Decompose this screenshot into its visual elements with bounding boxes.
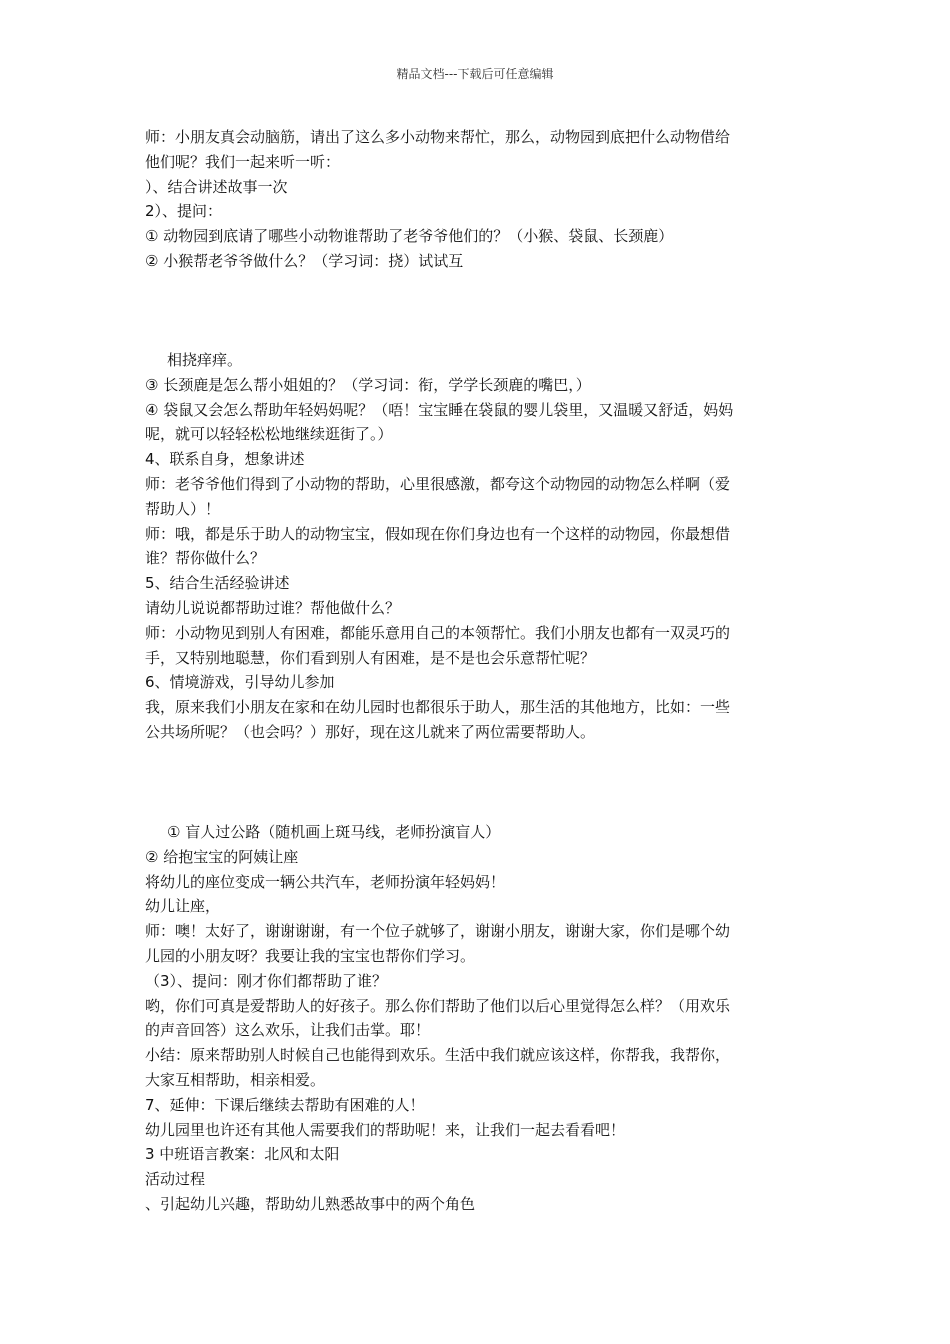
text-line: 6、情境游戏，引导幼儿参加 [145, 673, 335, 692]
text-line: 呢，就可以轻轻松松地继续逛街了。） [145, 425, 393, 444]
page-header: 精品文档---下载后可任意编辑 [396, 67, 554, 81]
text-line: ① 盲人过公路（随机画上斑马线，老师扮演盲人） [167, 823, 501, 841]
text-line: 活动过程 [145, 1170, 206, 1189]
text-line: 、引起幼儿兴趣，帮助幼儿熟悉故事中的两个角色 [145, 1194, 476, 1213]
text-line: ④ 袋鼠又会怎么帮助年轻妈妈呢？（唔！宝宝睡在袋鼠的婴儿袋里，又温暖又舒适，妈妈 [145, 400, 734, 419]
text-line: 小结：原来帮助别人时候自己也能得到欢乐。生活中我们就应该这样，你帮我，我帮你， [145, 1046, 731, 1065]
text-line: 他们呢？我们一起来听一听： [145, 152, 341, 171]
text-line: 请幼儿说说都帮助过谁？帮他做什么？ [145, 598, 401, 617]
text-line: 师：噢！太好了，谢谢谢谢，有一个位子就够了，谢谢小朋友，谢谢大家，你们是哪个幼 [145, 922, 731, 941]
text-line: ① 动物园到底请了哪些小动物谁帮助了老爷爷他们的？（小猴、袋鼠、长颈鹿） [145, 227, 674, 246]
text-line: ② 给抱宝宝的阿姨让座 [145, 847, 299, 866]
text-line: 哟，你们可真是爱帮助人的好孩子。那么你们帮助了他们以后心里觉得怎么样？（用欢乐 [145, 996, 731, 1015]
text-line: 师：小朋友真会动脑筋，请出了这么多小动物来帮忙，那么，动物园到底把什么动物借给 [145, 128, 731, 146]
text-line: 师：老爷爷他们得到了小动物的帮助，心里很感激，都夸这个动物园的动物怎么样啊（爱 [145, 474, 731, 493]
text-line: 幼儿让座， [145, 897, 221, 916]
text-line: 3 中班语言教案：北风和太阳 [145, 1145, 340, 1164]
text-line: 将幼儿的座位变成一辆公共汽车，老师扮演年轻妈妈！ [145, 872, 506, 891]
text-line: ② 小猴帮老爷爷做什么？（学习词：挠）试试互 [145, 251, 464, 270]
text-line: （3）、提问：刚才你们都帮助了谁？ [145, 971, 388, 990]
text-line: 师：小动物见到别人有困难，都能乐意用自己的本领帮忙。我们小朋友也都有一双灵巧的 [145, 623, 731, 642]
text-block-3 [145, 820, 815, 1217]
text-line: ③ 长颈鹿是怎么帮小姐姐的？（学习词：衔，学学长颈鹿的嘴巴，） [145, 375, 591, 394]
text-line: 帮助人）！ [145, 499, 221, 518]
text-line: 相挠痒痒。 [167, 351, 243, 369]
text-line: 公共场所呢？（也会吗？）那好，现在这儿就来了两位需要帮助人。 [145, 722, 596, 741]
text-line: 手，又特别地聪慧，你们看到别人有困难，是不是也会乐意帮忙呢？ [145, 648, 596, 667]
text-line: ）、结合讲述故事一次 [145, 177, 288, 196]
text-line: 4、联系自身，想象讲述 [145, 450, 305, 469]
text-line: 师：哦，都是乐于助人的动物宝宝，假如现在你们身边也有一个这样的动物园，你最想借 [145, 524, 731, 543]
text-line: 大家互相帮助，相亲相爱。 [145, 1070, 326, 1089]
text-line: 2）、提问： [145, 202, 223, 221]
text-line: 我，原来我们小朋友在家和在幼儿园时也都很乐于助人，那生活的其他地方，比如：一些 [145, 698, 731, 717]
text-block-1 [145, 125, 815, 274]
text-line: 的声音回答）这么欢乐，让我们击掌。耶！ [145, 1021, 431, 1040]
text-line: 谁？帮你做什么？ [145, 549, 266, 568]
text-line: 儿园的小朋友呀？我要让我的宝宝也帮你们学习。 [145, 946, 476, 965]
text-line: 幼儿园里也许还有其他人需要我们的帮助呢！来，让我们一起去看看吧！ [145, 1120, 626, 1139]
text-line: 5、结合生活经验讲述 [145, 574, 290, 593]
text-block-2 [145, 348, 815, 745]
text-line: 7、延伸：下课后继续去帮助有困难的人！ [145, 1095, 425, 1114]
